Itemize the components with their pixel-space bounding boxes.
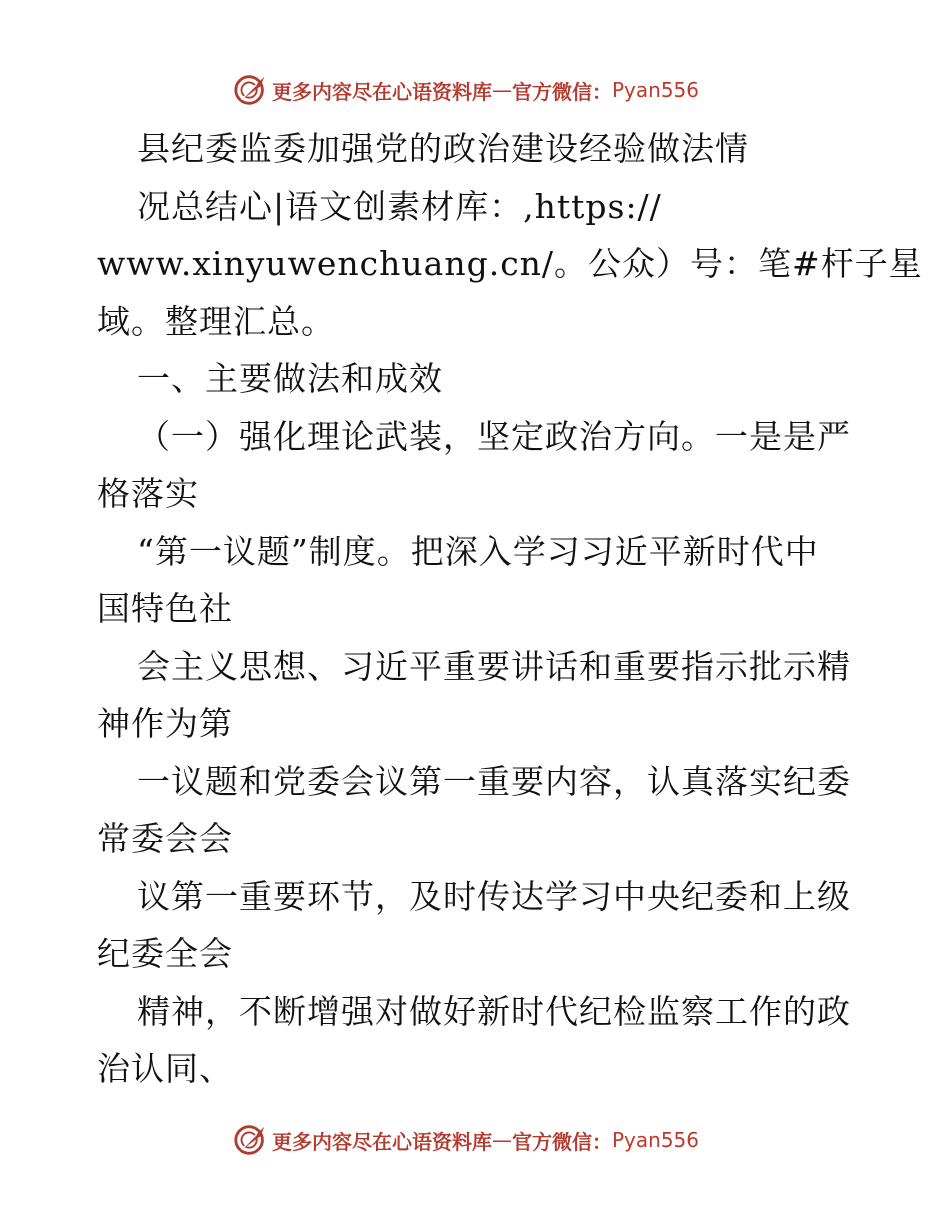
banner-account-id: Pyan556 [612,1128,700,1152]
document-body [97,120,923,1098]
text-line: （一）强化理论武装，坚定政治方向。一是是严 [137,416,851,456]
quill-logo-icon [232,1121,270,1159]
section-heading: 一、主要做法和成效 [137,359,443,398]
banner-account-id: Pyan556 [612,78,700,102]
banner-separator: — [492,78,512,102]
text-line: 纪委全会 [97,934,233,973]
banner-official-label: 官方微信： [512,1129,612,1154]
banner-site-text: 更多内容尽在心语资料库 [272,79,492,104]
text-line: “第一议题”制度。把深入学习习近平新时代中 [137,531,819,571]
text-line: 治认同、 [97,1049,233,1088]
banner-site-text: 更多内容尽在心语资料库 [272,1129,492,1154]
text-line: 格落实 [97,474,199,513]
text-line: 神作为第 [97,704,233,743]
text-line: 一议题和党委会议第一重要内容，认真落实纪委 [137,761,851,801]
text-line: 会主义思想、习近平重要讲话和重要指示批示精 [137,646,851,686]
text-line: 精神，不断增强对做好新时代纪检监察工作的政 [137,991,851,1031]
text-line: 议第一重要环节，及时传达学习中央纪委和上级 [137,876,851,916]
text-line: www.xinyuwenchuang.cn/。公众）号：笔#杆子星 [97,244,923,283]
text-line: 况总结心|语文创素材库：,https:// [137,186,662,226]
text-line: 常委会会 [97,819,233,858]
header-banner [232,70,699,110]
text-line: 国特色社 [97,589,233,628]
footer-banner [232,1120,699,1160]
text-line: 域。整理汇总。 [97,301,335,341]
quill-logo-icon [232,71,270,109]
banner-separator: — [492,1128,512,1152]
text-line: 县纪委监委加强党的政治建设经验做法情 [137,129,749,168]
banner-official-label: 官方微信： [512,79,612,104]
